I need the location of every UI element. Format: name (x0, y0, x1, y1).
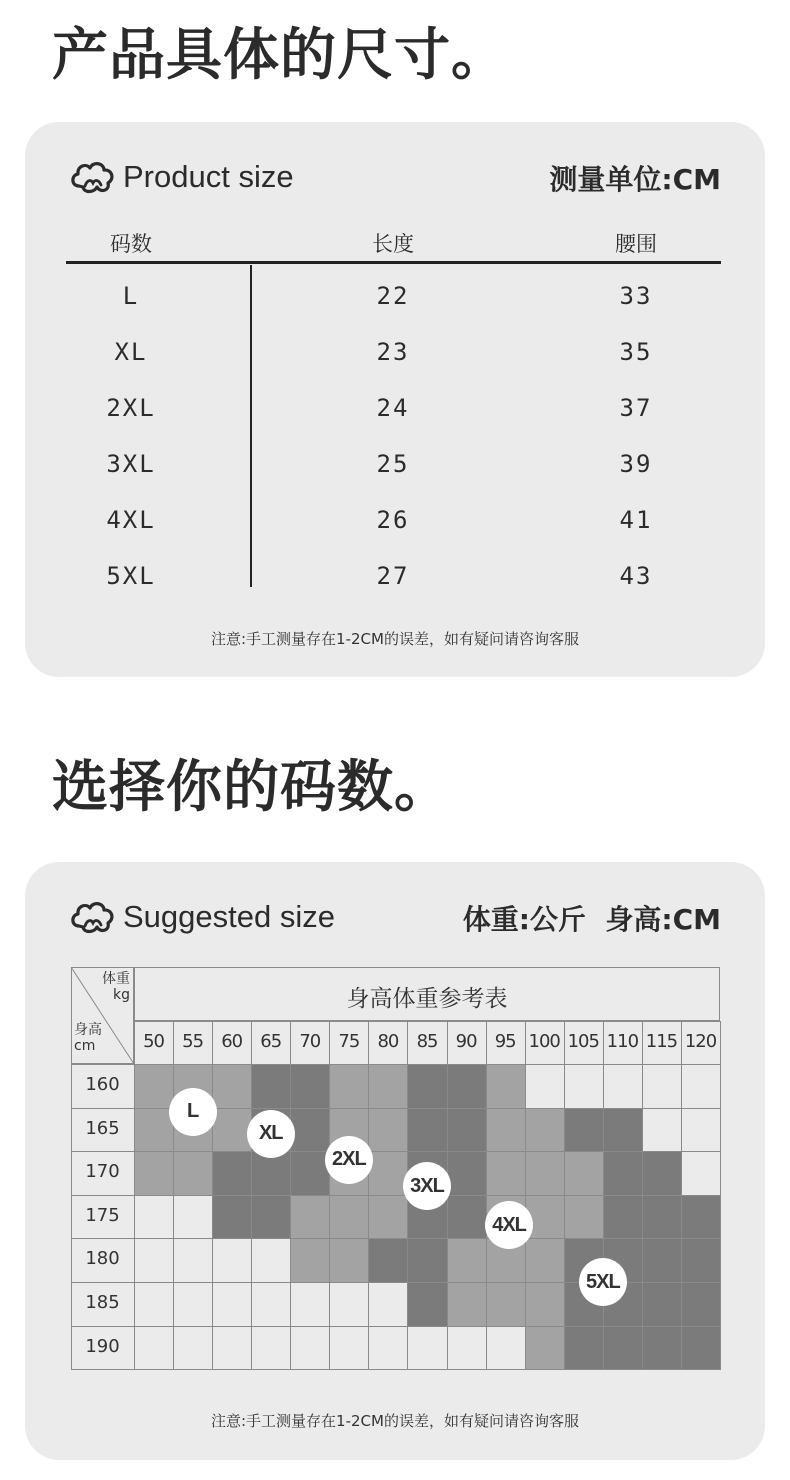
size-cell (173, 1326, 213, 1371)
size-cell (447, 1326, 487, 1371)
size-cell (564, 1195, 604, 1240)
size-cell: 5XL (106, 562, 156, 590)
weight-label: 110 (606, 1031, 639, 1052)
table-row (66, 506, 721, 562)
col-waist: 腰围 (615, 232, 657, 256)
weight-label: 90 (455, 1031, 477, 1052)
cotton-icon (69, 158, 117, 196)
height-label: 165 (85, 1117, 120, 1139)
size-cell (447, 1151, 487, 1196)
size-cell (642, 1238, 682, 1283)
size-cell (603, 1326, 643, 1371)
size-cell (642, 1108, 682, 1153)
size-cell (681, 1151, 721, 1196)
size-cell (134, 1151, 174, 1196)
size-cell (212, 1064, 252, 1109)
size-cell (681, 1195, 721, 1240)
measurement-note: 注意:手工测量存在1-2CM的误差，如有疑问请咨询客服 (211, 630, 579, 648)
measure-unit: 测量单位:CM (549, 163, 721, 196)
size-cell (486, 1282, 526, 1327)
size-cell (681, 1108, 721, 1153)
weight-label: 70 (299, 1031, 321, 1052)
weight-label: 120 (684, 1031, 717, 1052)
table-row (66, 562, 721, 618)
size-table-header (66, 224, 721, 264)
height-label: 175 (85, 1204, 120, 1226)
size-cell (290, 1108, 330, 1153)
waist-cell: 33 (619, 282, 653, 310)
weight-label: 105 (567, 1031, 599, 1052)
size-cell (525, 1064, 565, 1109)
product-size-card (25, 122, 765, 677)
size-cell (290, 1282, 330, 1327)
weight-label: 55 (182, 1031, 204, 1052)
size-badge: 5XL (579, 1258, 627, 1306)
size-cell (642, 1195, 682, 1240)
size-badge: 3XL (403, 1162, 451, 1210)
size-cell (251, 1195, 291, 1240)
size-cell (603, 1195, 643, 1240)
length-cell: 24 (376, 394, 410, 422)
size-cell (407, 1064, 447, 1109)
weight-label: 65 (260, 1031, 282, 1052)
weight-label: 95 (494, 1031, 516, 1052)
waist-cell: 37 (619, 394, 653, 422)
size-cell (603, 1151, 643, 1196)
size-cell (564, 1108, 604, 1153)
weight-label: 100 (528, 1031, 560, 1052)
size-cell: L (122, 282, 140, 310)
size-cell (368, 1282, 408, 1327)
corner-weight-unit: kg (113, 987, 130, 1004)
size-cell (134, 1064, 174, 1109)
size-badge: 4XL (485, 1201, 533, 1249)
weight-height-unit: 体重:公斤 身高:CM (462, 903, 721, 936)
size-cell (173, 1238, 213, 1283)
size-cell (251, 1064, 291, 1109)
size-cell (134, 1326, 174, 1371)
table-row (66, 450, 721, 506)
size-cell (290, 1238, 330, 1283)
size-cell: 2XL (106, 394, 156, 422)
waist-cell: 35 (619, 338, 653, 366)
weight-label: 80 (377, 1031, 399, 1052)
size-badge: XL (247, 1110, 295, 1158)
suggested-size-title (69, 898, 335, 936)
size-cell (329, 1326, 369, 1371)
size-cell (368, 1064, 408, 1109)
table-row (66, 282, 721, 338)
length-cell: 22 (376, 282, 410, 310)
product-size-title (69, 158, 294, 196)
weight-label: 115 (645, 1031, 678, 1052)
size-cell (642, 1064, 682, 1109)
length-cell: 27 (376, 562, 410, 590)
size-cell: XL (114, 338, 148, 366)
suggested-size-title-text: Suggested size (123, 899, 335, 934)
corner-height-unit: cm (74, 1038, 96, 1055)
weight-label: 75 (338, 1031, 360, 1052)
size-cell (603, 1064, 643, 1109)
size-cell (681, 1238, 721, 1283)
cotton-icon (69, 898, 117, 936)
size-cell (642, 1151, 682, 1196)
size-cell (525, 1326, 565, 1371)
height-label: 180 (85, 1248, 120, 1270)
size-cell: 3XL (106, 450, 156, 478)
waist-cell: 43 (619, 562, 653, 590)
size-cell (329, 1064, 369, 1109)
size-cell (134, 1238, 174, 1283)
corner-weight-label (75, 971, 130, 1003)
length-cell: 23 (376, 338, 410, 366)
height-label: 190 (85, 1335, 120, 1357)
size-cell (368, 1238, 408, 1283)
table-row (66, 338, 721, 394)
size-badge: 2XL (325, 1136, 373, 1184)
size-cell (407, 1238, 447, 1283)
size-cell (212, 1326, 252, 1371)
size-cell (329, 1238, 369, 1283)
size-cell (290, 1326, 330, 1371)
size-cell (329, 1195, 369, 1240)
length-cell: 26 (376, 506, 410, 534)
size-badge: L (169, 1088, 217, 1136)
size-cell (407, 1108, 447, 1153)
size-cell (251, 1238, 291, 1283)
size-section-heading: 产品具体的尺寸。 (52, 23, 508, 88)
size-cell (407, 1282, 447, 1327)
size-cell (212, 1282, 252, 1327)
size-cell (368, 1195, 408, 1240)
measurement-note: 注意:手工测量存在1-2CM的误差，如有疑问请咨询客服 (211, 1412, 579, 1430)
size-cell (251, 1282, 291, 1327)
size-cell (525, 1282, 565, 1327)
size-cell (290, 1064, 330, 1109)
size-cell (642, 1282, 682, 1327)
length-cell: 25 (376, 450, 410, 478)
waist-cell: 39 (619, 450, 653, 478)
col-length: 长度 (372, 232, 414, 256)
size-cell (134, 1195, 174, 1240)
size-cell (564, 1064, 604, 1109)
size-cell (173, 1151, 213, 1196)
size-cell (564, 1151, 604, 1196)
size-cell (212, 1195, 252, 1240)
corner-height-text: 身高 (74, 1022, 102, 1038)
size-cell (603, 1108, 643, 1153)
table-row (66, 394, 721, 450)
size-cell (368, 1326, 408, 1371)
size-cell: 4XL (106, 506, 156, 534)
size-cell (564, 1326, 604, 1371)
size-cell (525, 1238, 565, 1283)
size-cell (447, 1282, 487, 1327)
size-cell (447, 1064, 487, 1109)
size-cell (486, 1064, 526, 1109)
size-cell (642, 1326, 682, 1371)
size-cell (251, 1151, 291, 1196)
height-label: 170 (85, 1161, 120, 1183)
choose-size-heading: 选择你的码数。 (52, 755, 451, 820)
size-cell (212, 1151, 252, 1196)
size-cell (525, 1151, 565, 1196)
size-cell (290, 1195, 330, 1240)
height-label: 160 (85, 1074, 120, 1095)
size-cell (134, 1282, 174, 1327)
weight-label: 50 (143, 1031, 164, 1052)
size-cell (329, 1282, 369, 1327)
size-cell (212, 1238, 252, 1283)
corner-weight-text: 体重 (102, 971, 130, 987)
size-cell (173, 1282, 213, 1327)
size-cell (681, 1064, 721, 1109)
size-cell (447, 1108, 487, 1153)
size-cell (173, 1195, 213, 1240)
size-cell (525, 1108, 565, 1153)
size-cell (681, 1282, 721, 1327)
size-cell (486, 1326, 526, 1371)
size-cell (368, 1108, 408, 1153)
weight-label: 85 (416, 1031, 438, 1052)
chart-title: 身高体重参考表 (346, 986, 508, 1012)
size-cell (447, 1195, 487, 1240)
size-cell (681, 1326, 721, 1371)
height-label: 185 (85, 1292, 120, 1313)
corner-height-label (74, 1022, 131, 1054)
size-cell (486, 1151, 526, 1196)
weight-label: 60 (221, 1031, 243, 1052)
suggested-size-card (25, 862, 765, 1460)
product-size-title-text: Product size (123, 159, 294, 194)
size-cell (407, 1326, 447, 1371)
size-cell (447, 1238, 487, 1283)
waist-cell: 41 (619, 506, 653, 534)
size-cell (486, 1108, 526, 1153)
size-cell (251, 1326, 291, 1371)
col-size: 码数 (110, 232, 152, 256)
